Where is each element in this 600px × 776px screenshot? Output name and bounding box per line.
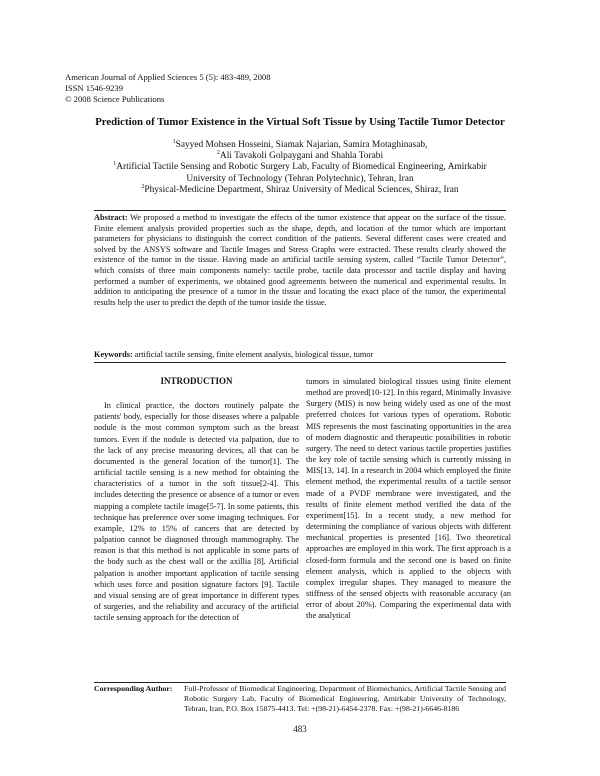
column-left [94, 376, 299, 623]
author-block: $^1$Sayyed Mohsen Hosseini, Siamak Najarian, Samira Motaghinasab, $^2$Ali Tavakoli Golpaygani and Shahla Torabi $^1$Artificial Tactile Sensing and Robotic Surgery Lab, Faculty of Biomedical Engineering, Amirkabir University of Technology (Tehran Polytechnic), Tehran, Iran $^2$Physical-Medicine Department, Shiraz University of Medical Sciences, Shiraz, Iran [60, 140, 540, 196]
keywords-text: artificial tactile sensing, finite element analysis, biological tissue, tumor [134, 350, 374, 359]
corresponding-text: Full-Professor of Biomedical Engineering, Department of Biomechanics, Artificial Tactile Sensing and Robotic Surgery Lab, Faculty of Biomedical Engineering, Amirkabir University of Technology, Tehran, Iran, P.O. Box 15875-4413. Tel: +(98-21)-6454-2378. Fax: +(98-21)-6646-8186 [184, 684, 506, 713]
column-right [306, 376, 511, 621]
intro-paragraph-right: tumors in simulated biological tissues using finite element method are proved[10-12]. In this regard, Minimally Invasive Surgery (MIS) is now being widely used as one of the most preferred choices for various types of operations. Robotic MIS represents the most fascinating opportunities in the area of modern diagnostic and therapeutic possibilities in robotic surgery. The need to detect various tactile properties justifies the key role of tactile sensing which is currently missing in MIS[13, 14]. In a research in 2004 which employed the finite element method, the experimental results of a tactile sensor made of a PVDF membrane were investigated, and the results of finite element method verified the data of the experiment[15]. In a recent study, a new method for determining the compliance of various objects with different mechanical properties is presented [16]. Two theoretical approaches are employed in this work. The first approach is a closed-form formula and the second one is based on finite element analysis, which is applied to the objects with complex irregular shapes. They managed to measure the stiffness of the sensed objects with reasonable accuracy (an error of about 20%). Comparing the experimental data with the analytical [306, 377, 511, 621]
journal-citation: American Journal of Applied Sciences 5 (5): 483-489, 2008 [65, 72, 271, 82]
divider-top [94, 210, 506, 211]
journal-header [65, 72, 271, 105]
section-heading: INTRODUCTION [160, 376, 233, 386]
corresponding-author [94, 684, 506, 714]
divider-keywords [94, 362, 506, 363]
affiliation-1: Artificial Tactile Sensing and Robotic Surgery Lab, Faculty of Biomedical Engineering, Amirkabir [116, 162, 487, 173]
journal-copyright: © 2008 Science Publications [65, 94, 165, 104]
author-line-1: Sayyed Mohsen Hosseini, Siamak Najarian, Samira Motaghinasab, [175, 140, 428, 150]
divider-footer [94, 682, 506, 683]
abstract-label: Abstract: [94, 213, 128, 222]
affiliation-1-cont: University of Technology (Tehran Polytechnic), Tehran, Iran [186, 173, 414, 184]
affiliation-2: Physical-Medicine Department, Shiraz University of Medical Sciences, Shiraz, Iran [144, 184, 459, 195]
keywords-label: Keywords: [94, 350, 133, 359]
author-line-2: Ali Tavakoli Golpaygani and Shahla Torabi [219, 151, 384, 162]
corresponding-label: Corresponding Author: [94, 684, 173, 693]
abstract [94, 213, 506, 308]
journal-issn: ISSN 1546-9239 [65, 83, 124, 93]
abstract-text: We proposed a method to investigate the effects of the tumor existence that appear on the surface of the tissue. Finite element analysis provided properties such as the shape, depth, and location of the tumor which are important parameters for physicians to distinguish the correct condition of the patients. Several different cases were created and solved by the ANSYS software and Tactile Images and Stress Graphs were extracted. These results clearly showed the existence of the tumor in the tissue. Having made an artificial tactile sensing system, called “Tactile Tumor Detector”, which consists of three main components namely: tactile probe, tactile data processor and tactile display and having performed a number of experiments, we obtained good agreements between the numerical and experimental results. In addition to anticipating the presence of a tumor in the tissue and locating the exact place of the tumor, the experimental results help the user to predict the depth of the tumor inside the tissue. [94, 213, 506, 307]
intro-paragraph-left: In clinical practice, the doctors routinely palpate the patients' body, especially for those diseases where a palpable nodule is the most common symptom such as the breast tumors. Even if the nodule is detected via palpation, due to the lack of any precise measuring devices, all that can be documented is the general location of the tumor[1]. The artificial tactile sensing is a new method for obtaining the characteristics of a tumor in the soft tissue[2-4]. This includes detecting the presence or absence of a tumor or even mapping a complete tactile image[5-7]. In some patients, this technique has preference over some imaging techniques. For example, 12% to 15% of cancers that are detected by palpation cannot be diagnosed through mammography. The reason is that this method is not applicable in some parts of the body such as the chest wall or the axillia [8]. Artificial palpation is another important application of tactile sensing which uses force and position signature factors [9]. Tactile and visual sensing are of great importance in different types of surgeries, and the reliability and accuracy of the artificial tactile sensing approach for the detection of [94, 401, 299, 623]
paper-title: Prediction of Tumor Existence in the Virtual Soft Tissue by Using Tactile Tumor Detector [95, 116, 505, 128]
page-number: 483 [293, 724, 307, 734]
keywords [94, 350, 506, 359]
